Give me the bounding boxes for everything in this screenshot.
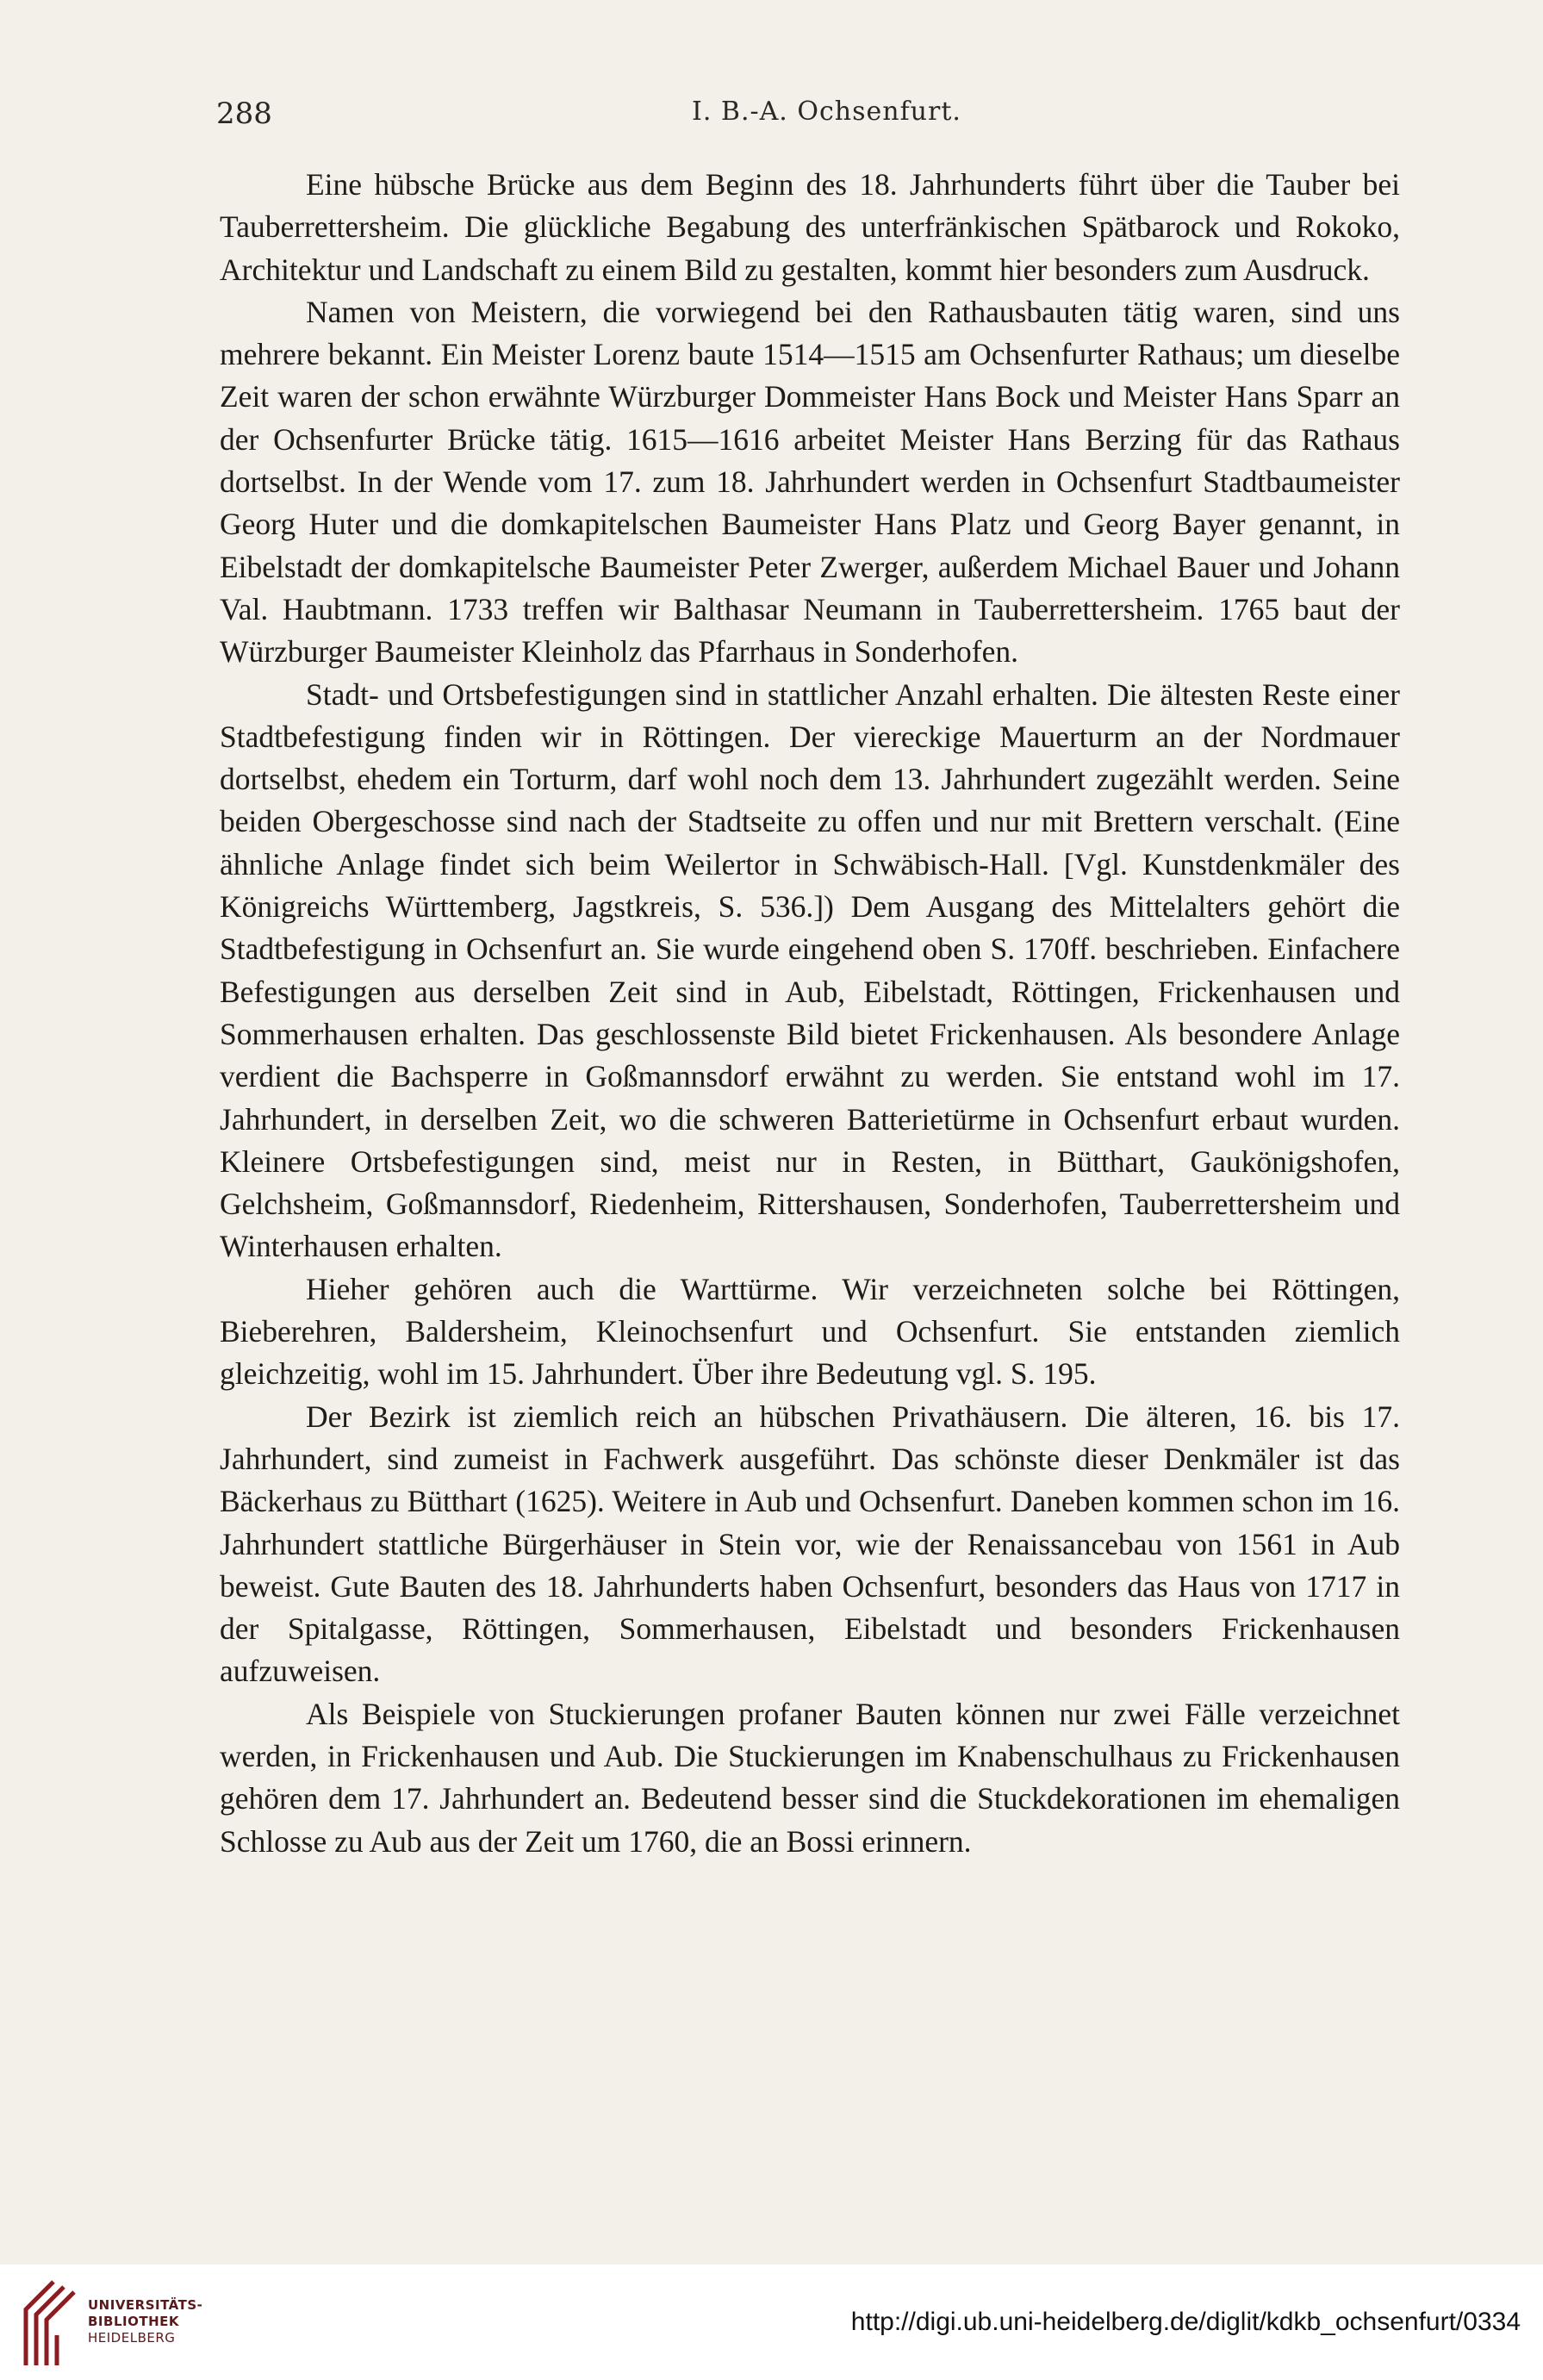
library-name (88, 2297, 202, 2346)
paragraph: Stadt- und Ortsbefestigungen sind in stattlicher Anzahl erhalten. Die ältesten Reste einer Stadtbefestigung finden wir in Röttingen. Der viereckige Mauerturm an der Nordmauer dortselbst, ehedem ein Torturm, darf wohl noch dem 13. Jahrhundert zugezählt werden. Seine beiden Obergeschosse sind nach der Stadtseite zu offen und nur mit Brettern verschalt. (Eine ähnliche Anlage findet sich beim Weilertor in Schwäbisch-Hall. [Vgl. Kunstdenkmäler des Königreichs Württemberg, Jagstkreis, S. 536.]) Dem Ausgang des Mittelalters gehört die Stadtbefestigung in Ochsenfurt an. Sie wurde eingehend oben S. 170ff. beschrieben. Einfachere Befestigungen aus derselben Zeit sind in Aub, Eibelstadt, Röttingen, Frickenhausen und Sommerhausen erhalten. Das geschlossenste Bild bietet Frickenhausen. Als besondere Anlage verdient die Bachsperre in Goßmannsdorf erwähnt zu werden. Sie entstand wohl im 17. Jahrhundert, in derselben Zeit, wo die schweren Batterietürme in Ochsenfurt erbaut wurden. Kleinere Ortsbefestigungen sind, meist nur in Resten, in Bütthart, Gaukönigshofen, Gelchsheim, Goßmannsdorf, Riedenheim, Rittershausen, Sonderhofen, Tauberrettersheim und Winterhausen erhalten. (220, 676, 1400, 1264)
paragraph: Namen von Meistern, die vorwiegend bei den Rathausbauten tätig waren, sind uns mehrere bekannt. Ein Meister Lorenz baute 1514—1515 am Ochsenfurter Rathaus; um dieselbe Zeit waren der schon erwähnte Würzburger Dommeister Hans Bock und Meister Hans Sparr an der Ochsenfurter Brücke tätig. 1615—1616 arbeitet Meister Hans Berzing für das Rathaus dortselbst. In der Wende vom 17. zum 18. Jahrhundert werden in Ochsenfurt Stadtbaumeister Georg Huter und die domkapitelschen Baumeister Hans Platz und Georg Bayer genannt, in Eibelstadt der domkapitelsche Baumeister Peter Zwerger, außerdem Michael Bauer und Johann Val. Haubtmann. 1733 treffen wir Balthasar Neumann in Tauberrettersheim. 1765 baut der Würzburger Baumeister Kleinholz das Pfarrhaus in Sonderhofen. (220, 294, 1400, 670)
paragraph: Hieher gehören auch die Warttürme. Wir verzeichneten solche bei Röttingen, Bieberehren, Baldersheim, Kleinochsenfurt und Ochsenfurt. Sie entstanden ziemlich gleichzeitig, wohl im 15. Jahrhundert. Über ihre Bedeutung vgl. S. 195. (220, 1271, 1400, 1392)
paragraph: Eine hübsche Brücke aus dem Beginn des 18. Jahrhunderts führt über die Tauber bei Tauberrettersheim. Die glückliche Begabung des unterfränkischen Spätbarock und Rokoko, Architektur und Landschaft zu einem Bild zu gestalten, kommt hier besonders zum Ausdruck. (220, 167, 1400, 287)
library-logo-icon (19, 2275, 81, 2370)
page-header (209, 97, 1415, 140)
library-name-line: HEIDELBERG (88, 2330, 176, 2346)
paragraph: Als Beispiele von Stuckierungen profaner Bauten können nur zwei Fälle verzeichnet werden, in Frickenhausen und Aub. Die Stuckierungen im Knabenschulhaus zu Frickenhausen gehören dem 17. Jahrhundert an. Bedeutend besser sind die Stuckdekorationen im ehemaligen Schlosse zu Aub aus der Zeit um 1760, die an Bossi erinnern. (220, 1696, 1400, 1859)
running-title: I. B.-A. Ochsenfurt. (692, 97, 961, 127)
paragraph: Der Bezirk ist ziemlich reich an hübschen Privathäusern. Die älteren, 16. bis 17. Jahrhundert, sind zumeist in Fachwerk ausgeführt. Das schönste dieser Denkmäler ist das Bäckerhaus zu Bütthart (1625). Weitere in Aub und Ochsenfurt. Daneben kommen schon im 16. Jahrhundert stattliche Bürgerhäuser in Stein vor, wie der Renaissancebau von 1561 in Aub beweist. Gute Bauten des 18. Jahrhunderts haben Ochsenfurt, besonders das Haus von 1717 in der Spitalgasse, Röttingen, Sommerhausen, Eibelstadt und besonders Frickenhausen aufzuweisen. (220, 1399, 1400, 1689)
page-number: 288 (216, 97, 272, 131)
permalink-url[interactable]: http://digi.ub.uni-heidelberg.de/diglit/kdkb_ochsenfurt/0334 (850, 2308, 1521, 2336)
body-text (220, 164, 1400, 1863)
library-name-line: UNIVERSITÄTS- (88, 2297, 203, 2313)
library-name-line: BIBLIOTHEK (88, 2314, 179, 2329)
footer-bar (0, 2265, 1543, 2380)
